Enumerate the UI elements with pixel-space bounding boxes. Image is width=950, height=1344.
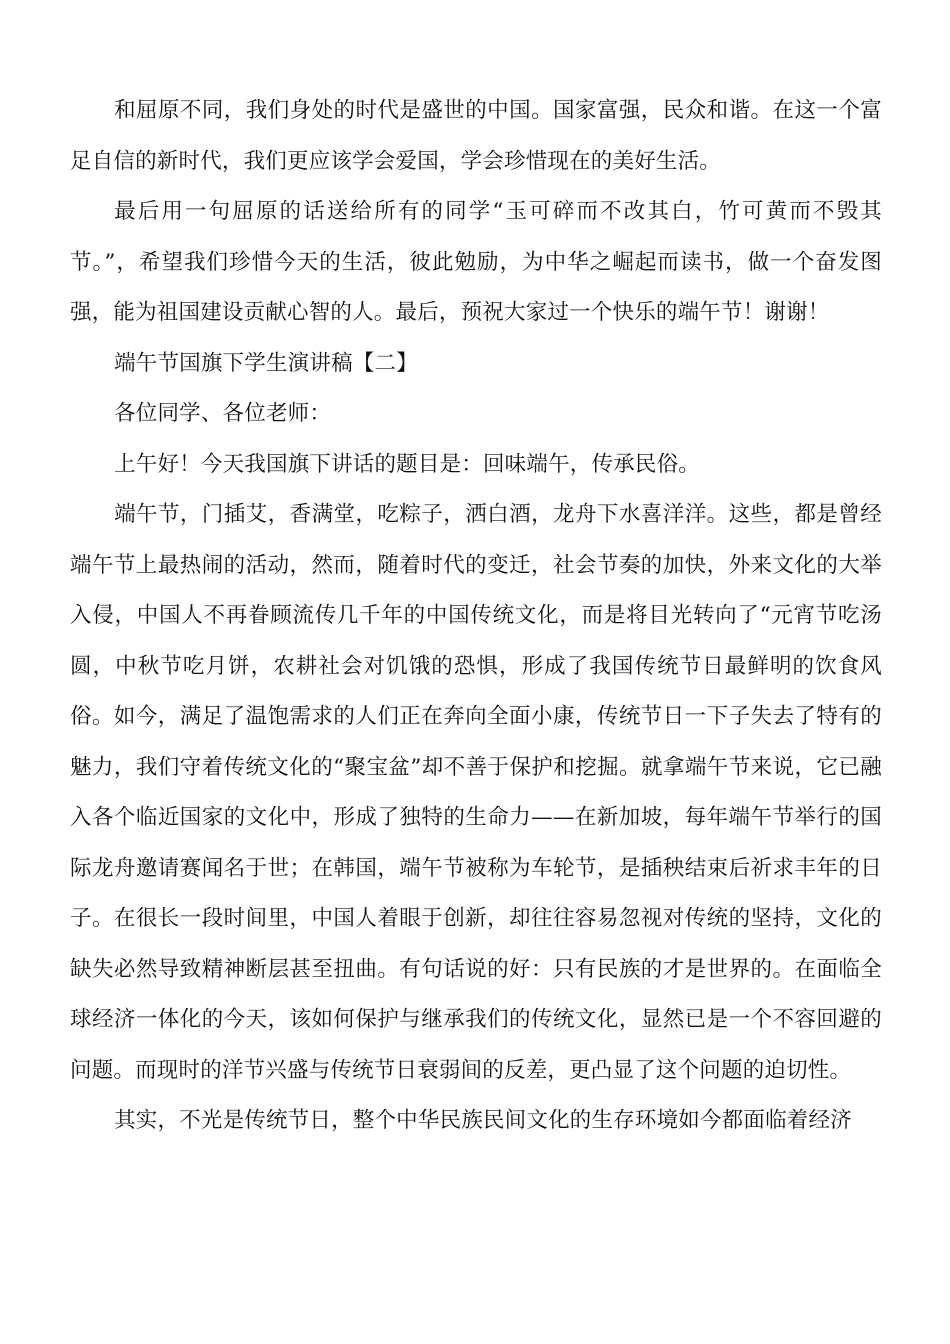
paragraph-main: 端午节，门插艾，香满堂，吃粽子，洒白酒，龙舟下水喜洋洋。这些，都是曾经端午节上最热闹的活动，然而，随着时代的变迁，社会节奏的加快，外来文化的大举入侵，中国人不再眷顾流传几千年的中国传统文化，而是将目光转向了“元宵节吃汤圆，中秋节吃月饼，农耕社会对饥饿的恐惧，形成了我国传统节日最鲜明的饮食风俗。如今，满足了温饱需求的人们正在奔向全面小康，传统节日一下子失去了特有的魅力，我们守着传统文化的“聚宝盆”却不善于保护和挖掘。就拿端午节来说，它已融入各个临近国家的文化中，形成了独特的生命力——在新加坡，每年端午节举行的国际龙舟邀请赛闻名于世；在韩国，端午节被称为车轮节，是插秧结束后祈求丰年的日子。在很长一段时间里，中国人着眼于创新，却往往容易忽视对传统的坚持，文化的缺失必然导致精神断层甚至扭曲。有句话说的好：只有民族的才是世界的。在面临全球经济一体化的今天，该如何保护与继承我们的传统文化，显然已是一个不容回避的问题。而现时的洋节兴盛与传统节日衰弱间的反差，更凸显了这个问题的迫切性。 <box>70 502 882 1083</box>
greeting-paragraph: 上午好！今天我国旗下讲话的题目是：回味端午，传承民俗。 <box>114 451 700 477</box>
salutation: 各位同学、各位老师： <box>114 401 332 426</box>
paragraph-1: 和屈原不同，我们身处的时代是盛世的中国。国家富强，民众和谐。在这一个富足自信的新时代，我们更应该学会爱国，学会珍惜现在的美好生活。 <box>70 98 882 174</box>
document-body <box>70 86 882 1147</box>
paragraph-last: 其实，不光是传统节日，整个中华民族民间文化的生存环境如今都面临着经济 <box>114 1108 852 1133</box>
section-heading: 端午节国旗下学生演讲稿【二】 <box>114 350 418 376</box>
paragraph-2: 最后用一句屈原的话送给所有的同学“玉可碎而不改其白，竹可黄而不毁其节。”，希望我们珍惜今天的生活，彼此勉励，为中华之崛起而读书，做一个奋发图强，能为祖国建设贡献心智的人。最后，预祝大家过一个快乐的端午节！谢谢！ <box>70 199 882 325</box>
